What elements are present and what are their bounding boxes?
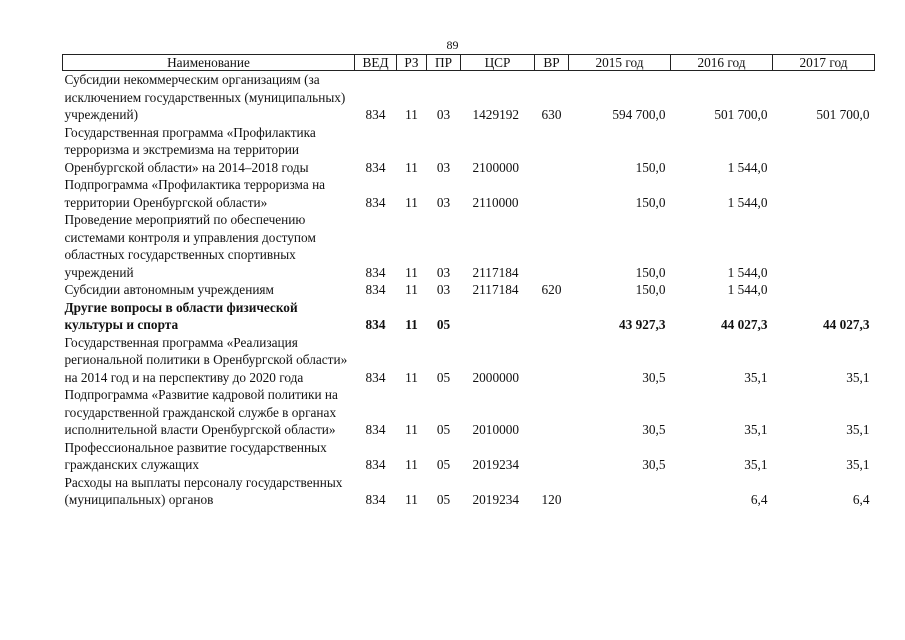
row-rz-cell: 11 xyxy=(405,369,418,385)
row-pr-cell: 05 xyxy=(436,492,451,507)
row-ved-cell: 834 xyxy=(365,457,386,472)
table-row xyxy=(63,124,875,177)
row-csr-cell: 2100000 xyxy=(472,159,520,175)
budget-table xyxy=(62,54,875,509)
row-pr-cell: 03 xyxy=(436,264,451,280)
row-2017-cell: 501 700,0 xyxy=(816,107,870,122)
row-2016-cell: 35,1 xyxy=(744,422,768,437)
table-row xyxy=(63,439,875,474)
row-2016-cell: 1 544,0 xyxy=(727,264,768,280)
row-name-cell: Подпрограмма «Профилактика терроризма на территории Оренбургской области» xyxy=(64,177,326,210)
table-row xyxy=(63,474,875,509)
row-2017-cell: 44 027,3 xyxy=(822,317,870,332)
row-vr-cell: 630 xyxy=(541,107,562,122)
row-csr-cell: 2117184 xyxy=(472,282,519,297)
row-csr-cell: 2110000 xyxy=(472,194,519,210)
row-2015-cell: 150,0 xyxy=(635,159,666,175)
row-2015-cell: 30,5 xyxy=(642,457,666,472)
row-2017-cell: 35,1 xyxy=(846,369,870,385)
row-vr-cell xyxy=(535,176,569,211)
row-2017-cell xyxy=(773,281,875,299)
row-2015-cell xyxy=(569,474,671,509)
column-header-2016: 2016 год xyxy=(671,55,773,71)
row-csr-cell: 2117184 xyxy=(472,264,519,280)
row-pr-cell: 03 xyxy=(436,159,451,175)
row-rz-cell: 11 xyxy=(405,492,418,507)
row-name-cell: Государственная программа «Профилактика терроризма и экстремизма на территории Оренбургской области» на 2014–2018 годы xyxy=(64,124,316,175)
row-pr-cell: 03 xyxy=(436,194,451,210)
row-name-cell: Другие вопросы в области физической культуры и спорта xyxy=(64,299,298,332)
row-2016-cell: 1 544,0 xyxy=(727,282,768,297)
row-ved-cell: 834 xyxy=(365,264,386,280)
row-name-cell: Профессиональное развитие государственных гражданских служащих xyxy=(64,439,327,472)
page-number: 89 xyxy=(446,38,459,52)
column-header-csr: ЦСР xyxy=(461,55,535,71)
row-2015-cell: 150,0 xyxy=(635,264,666,280)
table-row xyxy=(63,386,875,439)
table-header-row xyxy=(63,55,875,71)
row-name-cell: Субсидии некоммерческим организациям (за исключением государственных (муниципальных) учреждений) xyxy=(64,72,346,122)
row-ved-cell: 834 xyxy=(365,422,386,437)
row-vr-cell: 620 xyxy=(541,282,562,297)
row-2016-cell: 44 027,3 xyxy=(720,317,768,332)
row-2017-cell: 35,1 xyxy=(846,422,870,437)
row-rz-cell: 11 xyxy=(405,264,418,280)
row-vr-cell xyxy=(535,334,569,387)
row-2016-cell: 1 544,0 xyxy=(727,194,768,210)
row-name-cell: Государственная программа «Реализация региональной политики в Оренбургской области» на 2014 год и на перспективу до 2020 года xyxy=(64,334,348,385)
table-row xyxy=(63,176,875,211)
row-name-cell: Проведение мероприятий по обеспечению системами контроля и управления доступом областных государственных спортивных учреждений xyxy=(64,212,316,280)
row-pr-cell: 05 xyxy=(436,457,451,472)
column-header-2017: 2017 год xyxy=(773,55,875,71)
row-2016-cell: 1 544,0 xyxy=(727,159,768,175)
table-row xyxy=(63,299,875,334)
row-rz-cell: 11 xyxy=(405,159,418,175)
row-pr-cell: 03 xyxy=(436,107,451,122)
row-vr-cell xyxy=(535,211,569,281)
row-csr-cell: 2010000 xyxy=(472,422,520,437)
row-name-cell: Расходы на выплаты персоналу государственных (муниципальных) органов xyxy=(64,474,343,507)
row-name-cell: Подпрограмма «Развитие кадровой политики на государственной гражданской службе в органах исполнительной власти Оренбургской области» xyxy=(64,387,338,437)
table-row xyxy=(63,281,875,299)
row-ved-cell: 834 xyxy=(365,282,386,297)
row-rz-cell: 11 xyxy=(405,194,418,210)
row-2015-cell: 150,0 xyxy=(635,282,666,297)
row-2017-cell xyxy=(773,124,875,177)
row-rz-cell: 11 xyxy=(405,282,418,297)
row-2015-cell: 30,5 xyxy=(642,422,666,437)
row-ved-cell: 834 xyxy=(365,194,386,210)
row-rz-cell: 11 xyxy=(405,422,418,437)
row-ved-cell: 834 xyxy=(365,159,386,175)
column-header-vr: ВР xyxy=(535,55,569,71)
row-2015-cell: 43 927,3 xyxy=(618,317,666,332)
row-csr-cell: 2019234 xyxy=(472,457,520,472)
row-ved-cell: 834 xyxy=(365,369,386,385)
column-header-ved: ВЕД xyxy=(355,55,397,71)
row-2015-cell: 150,0 xyxy=(635,194,666,210)
column-header-name: Наименование xyxy=(63,55,355,71)
row-csr-cell: 2000000 xyxy=(472,369,520,385)
row-vr-cell xyxy=(535,299,569,334)
table-row xyxy=(63,211,875,281)
row-2015-cell: 30,5 xyxy=(642,369,666,385)
row-2017-cell: 6,4 xyxy=(852,492,870,507)
row-csr-cell: 2019234 xyxy=(472,492,520,507)
row-2017-cell xyxy=(773,176,875,211)
table-row xyxy=(63,334,875,387)
row-rz-cell: 11 xyxy=(405,457,418,472)
row-pr-cell: 05 xyxy=(436,317,451,332)
row-2015-cell: 594 700,0 xyxy=(612,107,666,122)
row-2016-cell: 6,4 xyxy=(750,492,768,507)
row-pr-cell: 03 xyxy=(436,282,451,297)
row-vr-cell xyxy=(535,124,569,177)
row-2016-cell: 501 700,0 xyxy=(714,107,768,122)
column-header-2015: 2015 год xyxy=(569,55,671,71)
row-2017-cell xyxy=(773,211,875,281)
row-csr-cell: 1429192 xyxy=(472,107,520,122)
row-rz-cell: 11 xyxy=(405,107,418,122)
row-2017-cell: 35,1 xyxy=(846,457,870,472)
row-csr-cell xyxy=(461,299,535,334)
row-ved-cell: 834 xyxy=(365,317,386,332)
row-ved-cell: 834 xyxy=(365,107,386,122)
row-2016-cell: 35,1 xyxy=(744,369,768,385)
table-row xyxy=(63,71,875,124)
column-header-rz: РЗ xyxy=(397,55,427,71)
row-name-cell: Субсидии автономным учреждениям xyxy=(64,282,274,297)
row-2016-cell: 35,1 xyxy=(744,457,768,472)
table-body xyxy=(63,71,875,509)
row-vr-cell xyxy=(535,386,569,439)
row-vr-cell: 120 xyxy=(541,492,562,507)
row-ved-cell: 834 xyxy=(365,492,386,507)
row-rz-cell: 11 xyxy=(405,317,418,332)
column-header-pr: ПР xyxy=(427,55,461,71)
row-pr-cell: 05 xyxy=(436,422,451,437)
row-vr-cell xyxy=(535,439,569,474)
row-pr-cell: 05 xyxy=(436,369,451,385)
